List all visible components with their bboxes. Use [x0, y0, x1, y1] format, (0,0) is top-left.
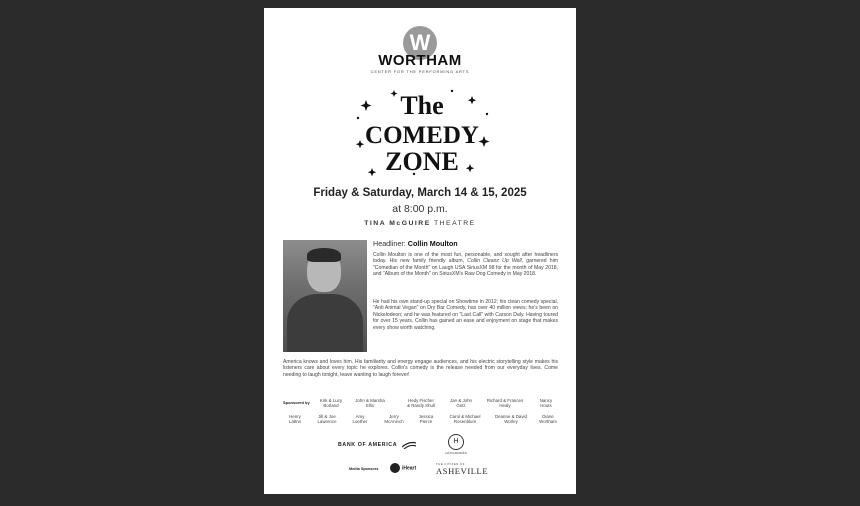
title-line-comedy: COMEDY — [365, 122, 479, 149]
sponsor-name: Diane Wortham — [539, 414, 557, 425]
bank-of-america-logo: BANK OF AMERICA — [338, 442, 398, 448]
sparkle-icon — [391, 90, 398, 97]
wortham-logo — [264, 26, 576, 74]
hatchworks-icon: H — [448, 434, 464, 450]
wortham-tagline: CENTER FOR THE PERFORMING ARTS — [370, 69, 470, 74]
asheville-wordmark: ASHEVILLE — [436, 466, 489, 476]
sponsor-name: John & Marsha Ellis — [355, 398, 385, 409]
sponsor-name: Kirk & Lucy Borland — [319, 398, 343, 409]
sponsor-name: Richard & Frances Healy — [486, 398, 524, 409]
bank-flag-icon — [402, 441, 416, 449]
sponsors-label: Sponsored by — [283, 400, 310, 405]
sponsor-name: Nancy Houts — [539, 398, 553, 409]
headliner-name: Collin Moulton — [407, 239, 458, 248]
sponsor-name: Jessica Pierce — [418, 414, 434, 425]
sponsor-name: Hedy Fischer & Randy Shull — [407, 398, 435, 409]
citizen-small-text: THE CITIZEN OF — [436, 462, 465, 466]
iheart-logo: iHeart — [390, 463, 416, 473]
hatchworks-name: HATCHWORKS — [445, 451, 467, 455]
event-date: Friday & Saturday, March 14 & 15, 2025 — [313, 187, 527, 199]
theatre-name — [264, 220, 576, 227]
citizen-times-logo — [436, 462, 488, 476]
title-line-the: The — [400, 91, 444, 120]
headliner-label: Headliner: — [373, 239, 408, 248]
sponsor-name: Carol & Michael Rosenblum — [449, 414, 481, 425]
sparkle-icon — [468, 96, 476, 104]
sponsor-name: Jerry McAninch — [384, 414, 404, 425]
sparkle-icon — [356, 140, 364, 148]
flyer-page — [264, 8, 576, 494]
theatre-name-rest: THEATRE — [430, 220, 476, 227]
album-title: Collin Cleanz Up Well, — [467, 258, 524, 265]
sponsor-name: Amy Loether — [352, 414, 368, 425]
hatchworks-logo — [439, 434, 473, 455]
sponsor-name: Henry Lattnn — [288, 414, 302, 425]
sparkle-icon — [361, 100, 372, 111]
sparkle-icon — [466, 164, 474, 172]
event-time: at 8:00 p.m. — [392, 203, 448, 215]
sparkle-icon — [368, 168, 376, 176]
comedy-zone-logo — [352, 84, 492, 178]
sponsor-name: Jan & John Getz — [450, 398, 472, 409]
wortham-wordmark: WORTHAM — [378, 52, 462, 69]
bio-paragraph-3: America knows and loves him. His familiarity and energy engage audiences, and his electric storytelling style makes his listeners care about every topic he explores. Collin's comedy is the release needed from our everyday lives. Come needing to laugh tonight, leave wanting to laugh forever! — [283, 359, 558, 378]
bio-paragraph-1: Collin Moulton is one of the most fun, personable, and sought after headliners today. His new family friendly album, Collin Cleanz Up Well, garnered him "Comedian of the Month" on Laugh USA SiriusXM 98 for the month of May 2018, and "Album of the Month" on SiriusXM's Raw Dog Comedy in May 2018. — [373, 252, 558, 278]
headliner-photo — [283, 240, 367, 352]
title-line-zone: ZONE — [385, 147, 459, 176]
bio-paragraph-2: He had his own stand-up special on Showtime in 2012; his clean comedy special, "Anti Animal Vegan" on Dry Bar Comedy, has over 40 million views; he's been on Nickelodeon; and he was featured on "Last Call" with Carson Daly. Having toured for over 15 years, Collin has gained an ease and enjoyment on stage that makes every show worth watching. — [373, 299, 558, 331]
theatre-name-bold: TINA McGUIRE — [364, 220, 431, 227]
sponsor-name: Jill & Joe Lawrence — [317, 414, 337, 425]
media-sponsors-label: Media Sponsors — [349, 467, 379, 471]
iheart-icon — [390, 463, 400, 473]
sparkle-icon — [479, 136, 490, 147]
headliner-heading — [373, 239, 458, 248]
wortham-mark-icon: W — [403, 26, 437, 60]
sponsor-name: Deanne & David Worley — [495, 414, 527, 425]
